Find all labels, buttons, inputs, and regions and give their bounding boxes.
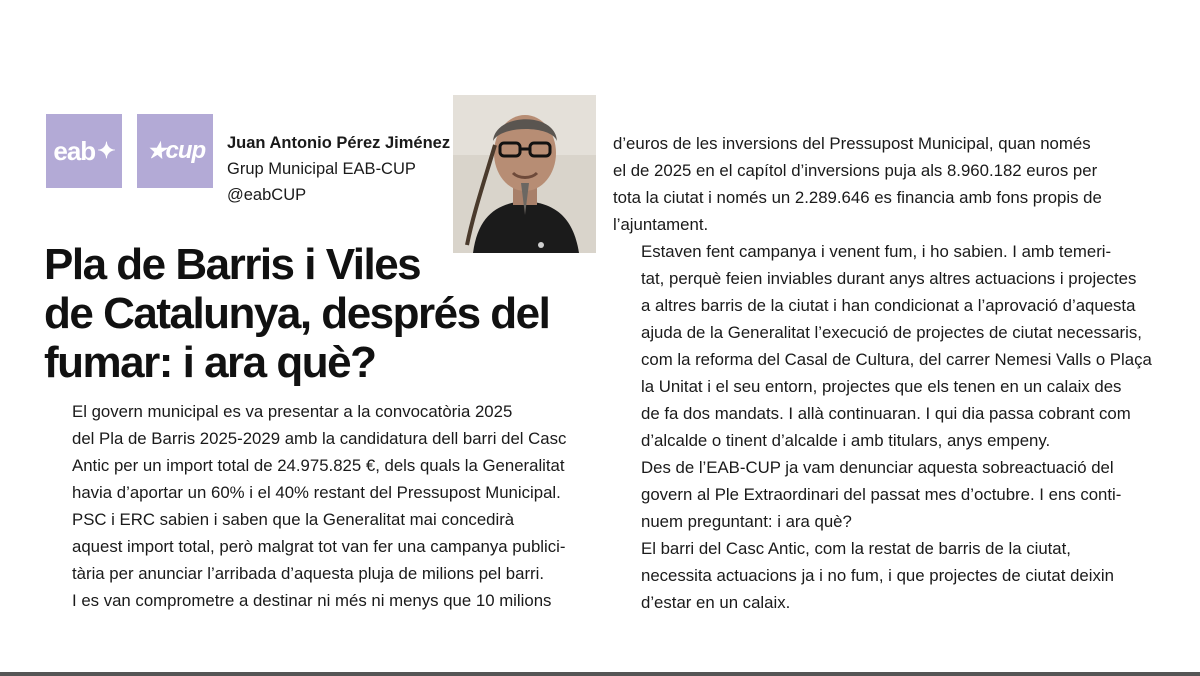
- author-photo: [453, 95, 596, 253]
- text-line: el de 2025 en el capítol d’inversions puja als 8.960.182 euros per: [613, 161, 1098, 180]
- article-column-left: [44, 398, 592, 614]
- headline-line: Pla de Barris i Viles: [44, 240, 421, 289]
- text-line: l’ajuntament.: [613, 215, 709, 234]
- text-line: havia d’aportar un 60% i el 40% restant del Pressupost Municipal.: [72, 483, 561, 502]
- paragraph: [613, 454, 1151, 535]
- headline: [44, 240, 604, 387]
- star-icon: ✦: [97, 138, 115, 163]
- eab-logo-text: eab: [53, 135, 96, 166]
- author-name: Juan Antonio Pérez Jiménez: [227, 134, 451, 152]
- text-line: tota la ciutat i només un 2.289.646 es financia amb fons propis de: [613, 188, 1102, 207]
- paragraph: [613, 535, 1151, 616]
- text-line: PSC i ERC sabien i saben que la Generalitat mai concedirà: [72, 510, 515, 529]
- text-line: d’alcalde o tinent d’alcalde i amb titulars, anys empeny.: [641, 431, 1051, 450]
- text-line: Estaven fent campanya i venent fum, i ho sabien. I amb temeri-: [641, 242, 1112, 261]
- author-handle: @eabCUP: [227, 186, 307, 204]
- cup-logo: [137, 114, 213, 188]
- text-line: Antic per un import total de 24.975.825 €, dels quals la Generalitat: [72, 456, 565, 475]
- author-group: Grup Municipal EAB-CUP: [227, 160, 416, 178]
- text-line: govern al Ple Extraordinari del passat mes d’octubre. I ens conti-: [641, 485, 1122, 504]
- author-portrait-illustration: [453, 95, 596, 253]
- paragraph: [44, 398, 592, 506]
- text-line: El govern municipal es va presentar a la convocatòria 2025: [72, 402, 513, 421]
- headline-line: de Catalunya, després del: [44, 289, 550, 338]
- eab-logo: [46, 114, 122, 188]
- text-line: I es van comprometre a destinar ni més ni menys que 10 milions: [72, 591, 552, 610]
- text-line: a altres barris de la ciutat i han condicionat a l’aprovació d’aquesta: [641, 296, 1136, 315]
- paragraph: [613, 130, 1151, 238]
- text-line: del Pla de Barris 2025-2029 amb la candidatura dell barri del Casc: [72, 429, 567, 448]
- text-line: Des de l’EAB-CUP ja vam denunciar aquesta sobreactuació del: [641, 458, 1114, 477]
- text-line: tat, perquè feien inviables durant anys altres actuacions i projectes: [641, 269, 1137, 288]
- text-line: com la reforma del Casal de Cultura, del carrer Nemesi Valls o Plaça: [641, 350, 1152, 369]
- cup-logo-text: cup: [165, 137, 206, 164]
- text-line: tària per anunciar l’arribada d’aquesta pluja de milions pel barri.: [72, 564, 545, 583]
- text-line: nuem preguntant: i ara què?: [641, 512, 852, 531]
- text-line: d’estar en un calaix.: [641, 593, 791, 612]
- bottom-rule: [0, 672, 1200, 676]
- text-line: necessita actuacions ja i no fum, i que projectes de ciutat deixin: [641, 566, 1114, 585]
- text-line: ajuda de la Generalitat l’execució de projectes de ciutat necessaris,: [641, 323, 1142, 342]
- paragraph: [613, 238, 1151, 454]
- text-line: d’euros de les inversions del Pressupost Municipal, quan només: [613, 134, 1091, 153]
- article-column-right: [613, 130, 1151, 616]
- star-icon: ★: [146, 138, 166, 163]
- paragraph: [44, 506, 592, 614]
- headline-line: fumar: i ara què?: [44, 338, 376, 387]
- text-line: aquest import total, però malgrat tot van fer una campanya publici-: [72, 537, 566, 556]
- author-block: [227, 130, 450, 208]
- text-line: la Unitat i el seu entorn, projectes que els tenen en un calaix des: [641, 377, 1122, 396]
- text-line: El barri del Casc Antic, com la restat de barris de la ciutat,: [641, 539, 1071, 558]
- text-line: de fa dos mandats. I allà continuaran. I qui dia passa cobrant com: [641, 404, 1131, 423]
